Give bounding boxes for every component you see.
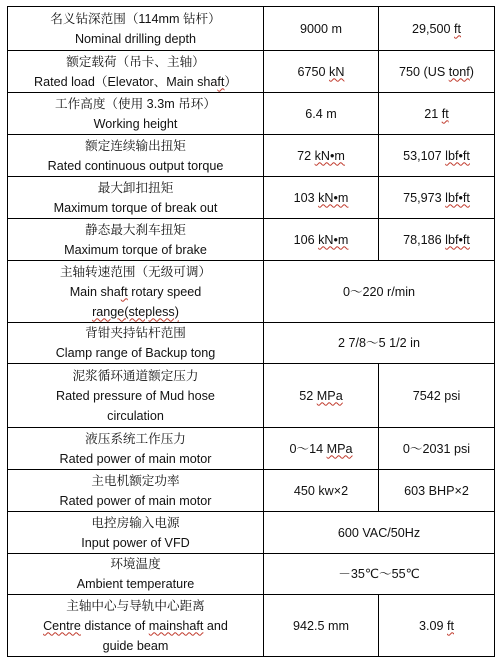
spec-row (8, 7, 495, 51)
parameter-name-zh: 额定载荷（吊卡、主轴） (66, 54, 205, 69)
imperial-value-cell: 78,186 lbf•ft (379, 219, 495, 261)
proofing-mark: kN•m (318, 190, 349, 205)
parameter-name-zh: 主轴转速范围（无级可调） (59, 264, 212, 279)
parameter-name-en: Maximum torque of brake (64, 242, 207, 257)
parameter-name-en: Input power of VFD (81, 535, 190, 550)
spec-row (8, 364, 495, 428)
parameter-cell (8, 93, 264, 135)
parameter-name-en: guide beam (102, 638, 169, 653)
imperial-value-cell: 3.09 ft (379, 595, 495, 657)
imperial-value-cell: 75,973 lbf•ft (379, 177, 495, 219)
parameter-name-en: Clamp range of Backup tong (55, 346, 216, 360)
parameter-name-zh: 静态最大刹车扭矩 (85, 222, 186, 237)
value-cell: 2 7/8～5 1/2 in (264, 323, 495, 364)
parameter-cell (8, 7, 264, 51)
metric-value-cell: 6.4 m (264, 93, 379, 135)
spec-row (8, 554, 495, 595)
parameter-cell (8, 261, 264, 323)
parameter-name-zh: 名义钻深范围（114mm 钻杆） (50, 11, 221, 26)
spec-row (8, 261, 495, 323)
proofing-mark: kN•m (318, 232, 349, 247)
parameter-name-en: Nominal drilling depth (74, 31, 197, 46)
value-cell: 0～220 r/min (264, 261, 495, 323)
parameter-cell (8, 51, 264, 93)
imperial-value-cell: 603 BHP×2 (379, 470, 495, 512)
parameter-name-zh: 电控房输入电源 (91, 515, 180, 530)
metric-value-cell: 6750 kN (264, 51, 379, 93)
spec-row (8, 428, 495, 470)
proofing-mark: ft (120, 284, 128, 299)
parameter-name-zh: 最大卸扣扭矩 (97, 180, 174, 195)
spec-row (8, 135, 495, 177)
proofing-mark: tonf (448, 64, 470, 79)
value-cell: －35℃～55℃ (264, 554, 495, 595)
specification-table (7, 6, 495, 657)
parameter-name-zh: 液压系统工作压力 (85, 431, 186, 446)
proofing-mark: range(stepless) (92, 304, 179, 319)
parameter-name-en: Maximum torque of break out (53, 200, 218, 215)
proofing-mark: lbf•ft (445, 190, 470, 205)
metric-value-cell: 52 MPa (264, 364, 379, 428)
specification-table-body (8, 7, 495, 657)
parameter-name-en: Rated power of main motor (59, 493, 212, 508)
parameter-name-en: Rated continuous output torque (47, 158, 224, 173)
parameter-name-zh: 额定连续输出扭矩 (85, 138, 186, 153)
parameter-name-zh: 泥浆循环通道额定压力 (72, 368, 199, 383)
metric-value-cell: 9000 m (264, 7, 379, 51)
imperial-value-cell: 53,107 lbf•ft (379, 135, 495, 177)
proofing-mark: MPa (326, 441, 353, 456)
parameter-name-en: Rated pressure of Mud hose (56, 388, 215, 403)
parameter-name-en: circulation (107, 408, 164, 423)
parameter-name-zh: 工作高度（使用 3.3m 吊环） (55, 96, 216, 111)
parameter-cell (8, 512, 264, 554)
spec-row (8, 512, 495, 554)
parameter-name-zh: 主轴中心与导轨中心距离 (66, 598, 205, 613)
parameter-cell (8, 364, 264, 428)
parameter-name-en: Working height (93, 116, 178, 131)
parameter-cell (8, 470, 264, 512)
proofing-mark: lbf•ft (445, 232, 470, 247)
spec-row (8, 93, 495, 135)
imperial-value-cell: 750 (US tonf) (379, 51, 495, 93)
metric-value-cell: 103 kN•m (264, 177, 379, 219)
proofing-mark: Centre (43, 618, 81, 633)
proofing-mark: ft (217, 74, 225, 89)
parameter-name-en (11, 302, 260, 322)
proofing-mark: MPa (316, 388, 343, 403)
spec-row (8, 177, 495, 219)
parameter-name-zh: 背钳夹持钻杆范围 (85, 326, 186, 340)
parameter-name-zh: 环境温度 (110, 557, 161, 571)
metric-value-cell: 0～14 MPa (264, 428, 379, 470)
proofing-mark: mainshaft (148, 618, 204, 633)
parameter-cell (8, 219, 264, 261)
proofing-mark: kN (329, 64, 345, 79)
metric-value-cell: 106 kN•m (264, 219, 379, 261)
metric-value-cell: 942.5 mm (264, 595, 379, 657)
parameter-name-zh: 主电机额定功率 (91, 473, 180, 488)
imperial-value-cell: 29,500 ft (379, 7, 495, 51)
parameter-name-en: Centre distance of mainshaft and (43, 618, 228, 633)
proofing-mark: ft (447, 618, 454, 633)
imperial-value-cell: 0～2031 psi (379, 428, 495, 470)
proofing-mark: kN•m (314, 148, 345, 163)
proofing-mark: ft (441, 106, 449, 121)
parameter-name-en: Rated power of main motor (59, 451, 212, 466)
parameter-cell (8, 177, 264, 219)
parameter-cell (8, 135, 264, 177)
spec-row (8, 219, 495, 261)
parameter-cell (8, 428, 264, 470)
imperial-value-cell: 7542 psi (379, 364, 495, 428)
parameter-cell (8, 323, 264, 364)
imperial-value-cell: 21 ft (379, 93, 495, 135)
spec-row (8, 323, 495, 364)
parameter-name-en: Rated load（Elevator、Main shaft） (34, 74, 237, 89)
metric-value-cell: 72 kN•m (264, 135, 379, 177)
spec-row (8, 51, 495, 93)
proofing-mark: lbf•ft (445, 148, 470, 163)
metric-value-cell: 450 kw×2 (264, 470, 379, 512)
value-cell: 600 VAC/50Hz (264, 512, 495, 554)
proofing-mark: ft (454, 21, 462, 36)
spec-row (8, 470, 495, 512)
parameter-cell (8, 554, 264, 595)
spec-row (8, 595, 495, 657)
parameter-name-en: Main shaft rotary speed (69, 284, 202, 299)
parameter-name-en: Ambient temperature (76, 577, 195, 591)
parameter-cell (8, 595, 264, 657)
